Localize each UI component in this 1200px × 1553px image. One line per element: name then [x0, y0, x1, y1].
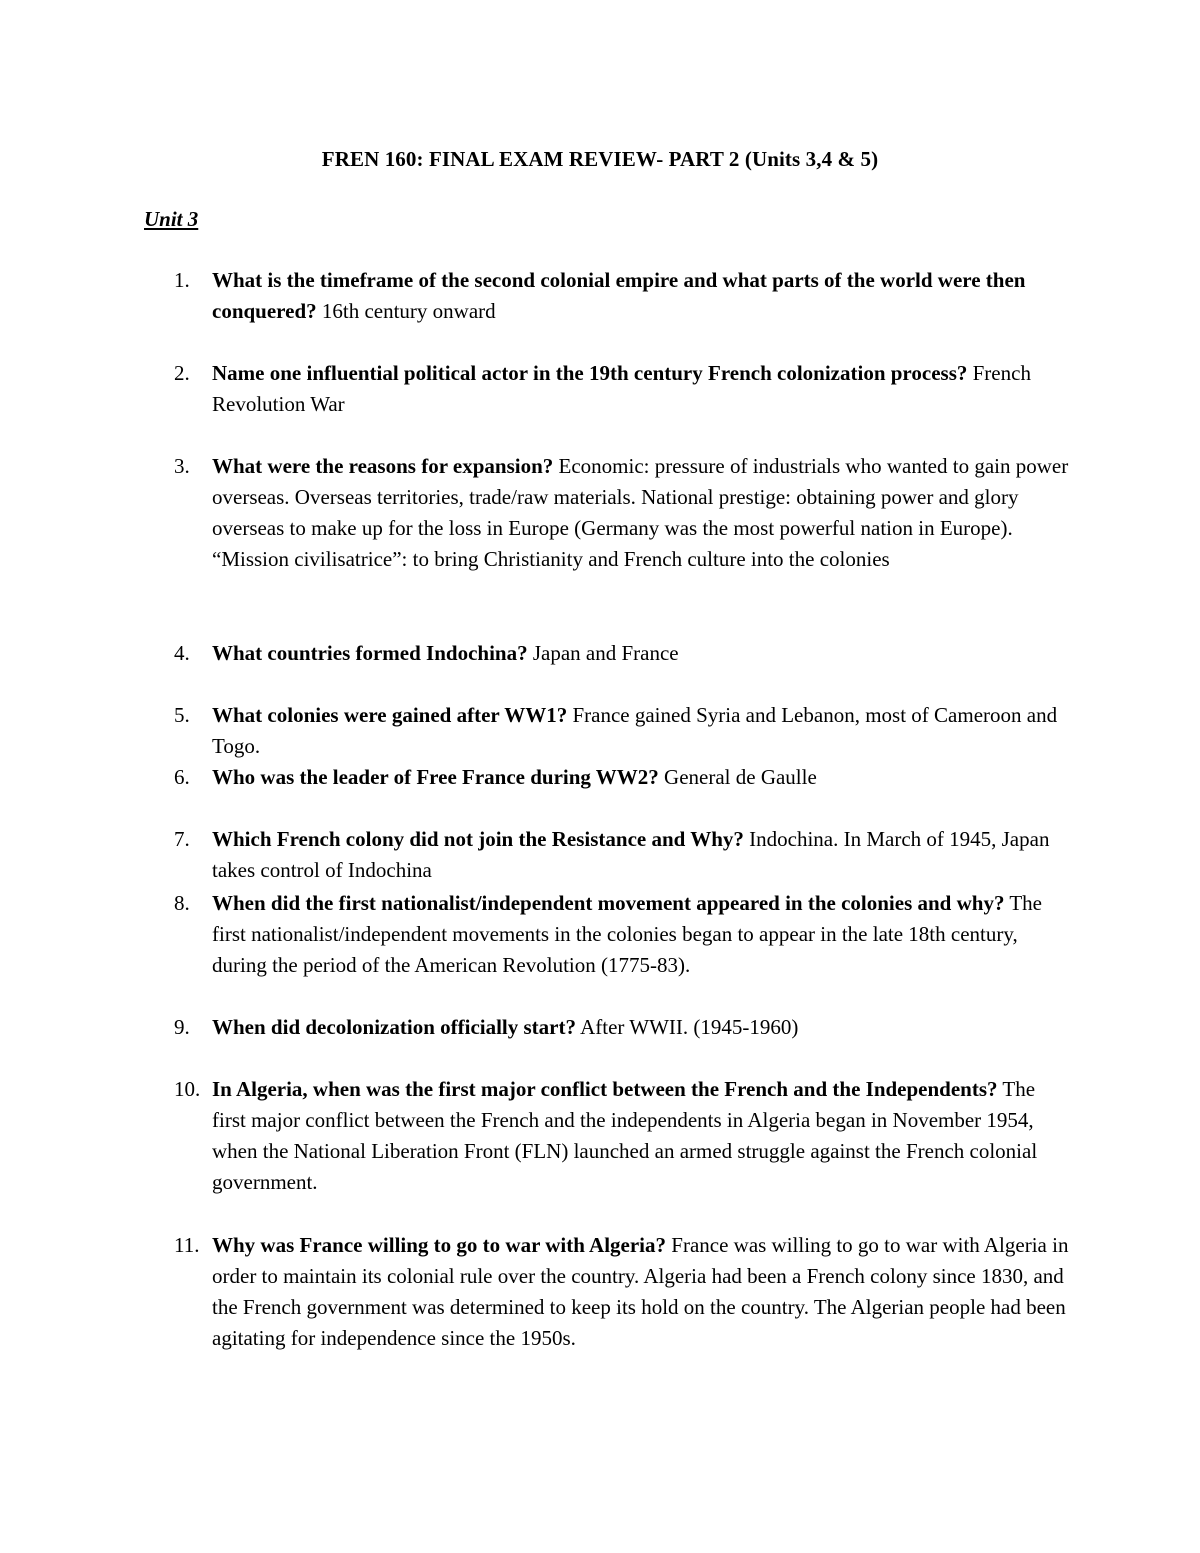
- question-item: [174, 1074, 1074, 1198]
- answer-text: 16th century onward: [321, 299, 496, 323]
- question-number: 5.: [174, 703, 190, 727]
- question-item: [174, 1230, 1074, 1354]
- question-item: [174, 700, 1074, 762]
- question-text: Name one influential political actor in the 19th century French colonization process?: [212, 361, 968, 385]
- question-text: What countries formed Indochina?: [212, 641, 528, 665]
- answer-text: The first nationalist/independent movements in the colonies began to appear in the late 18th century, during the period of the American Revolution (1775-83).: [212, 891, 1042, 977]
- unit-heading: Unit 3: [144, 207, 199, 231]
- question-number: 6.: [174, 765, 190, 789]
- question-number: 8.: [174, 891, 190, 915]
- question-item: [174, 762, 1074, 793]
- question-text: What is the timeframe of the second colonial empire and what parts of the world were then conquered?: [212, 268, 1026, 323]
- answer-text: After WWII. (1945-1960): [580, 1015, 799, 1039]
- question-text: Why was France willing to go to war with Algeria?: [212, 1233, 667, 1257]
- question-number: 4.: [174, 641, 190, 665]
- question-number: 9.: [174, 1015, 190, 1039]
- question-item: [174, 888, 1074, 981]
- question-item: [174, 638, 1074, 669]
- question-text: What were the reasons for expansion?: [212, 454, 554, 478]
- question-number: 7.: [174, 827, 190, 851]
- answer-text: Indochina. In March of 1945, Japan takes control of Indochina: [212, 827, 1050, 882]
- question-number: 10.: [174, 1077, 201, 1101]
- answer-text: General de Gaulle: [664, 765, 817, 789]
- question-number: 2.: [174, 361, 190, 385]
- answer-text: France gained Syria and Lebanon, most of Cameroon and Togo.: [212, 703, 1058, 758]
- document-title: FREN 160: FINAL EXAM REVIEW- PART 2 (Units 3,4 & 5): [321, 147, 879, 171]
- answer-text: Economic: pressure of industrials who wanted to gain power overseas. Overseas territories, trade/raw materials. National prestige: obtaining power and glory overseas to make up for the loss in Europe (Germany was the most powerful nation in Europe). “Mission civilisatrice”: to bring Christianity and French culture into the colonies: [212, 454, 1069, 571]
- answer-text: French Revolution War: [212, 361, 1031, 416]
- question-item: [174, 1012, 1074, 1043]
- answer-text: The first major conflict between the French and the independents in Algeria began in November 1954, when the National Liberation Front (FLN) launched an armed struggle against the French colonial government.: [212, 1077, 1038, 1194]
- answer-text: France was willing to go to war with Algeria in order to maintain its colonial rule over the country. Algeria had been a French colony since 1830, and the French government was determined to keep its hold on the country. The Algerian people had been agitating for independence since the 1950s.: [212, 1233, 1069, 1350]
- question-number: 3.: [174, 454, 190, 478]
- question-text: Which French colony did not join the Resistance and Why?: [212, 827, 744, 851]
- question-number: 1.: [174, 268, 190, 292]
- question-text: In Algeria, when was the first major conflict between the French and the Independents?: [212, 1077, 998, 1101]
- question-text: What colonies were gained after WW1?: [212, 703, 568, 727]
- question-item: [174, 451, 1074, 575]
- question-item: [174, 824, 1074, 886]
- question-item: [174, 358, 1074, 420]
- answer-text: Japan and France: [532, 641, 679, 665]
- question-item: [174, 265, 1074, 327]
- question-text: When did the first nationalist/independent movement appeared in the colonies and why?: [212, 891, 1005, 915]
- question-text: Who was the leader of Free France during WW2?: [212, 765, 659, 789]
- question-text: When did decolonization officially start?: [212, 1015, 576, 1039]
- question-number: 11.: [174, 1233, 200, 1257]
